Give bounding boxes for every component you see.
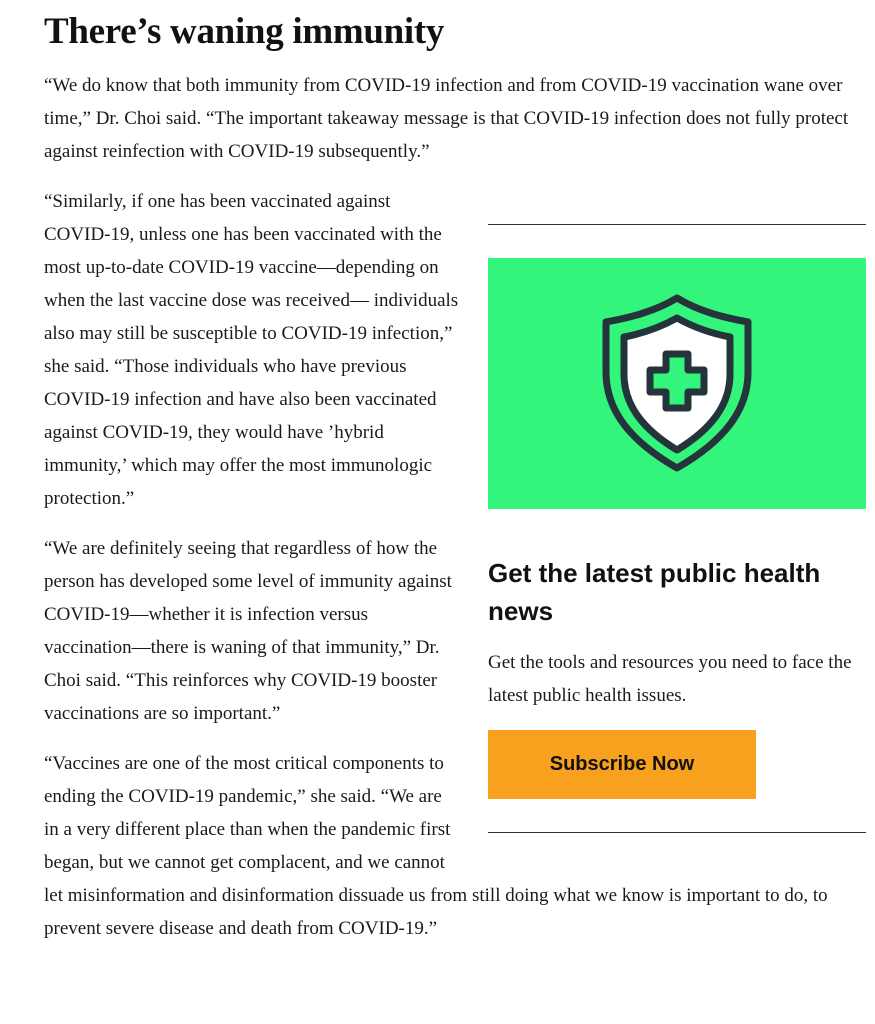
article [44,0,866,962]
promo-title: Get the latest public health news [488,558,821,626]
article-paragraph: “Vaccines are one of the most critical components to ending the COVID-19 pandemic,” she said. “We are in a very different place than when the pandemic first began, but we cannot get complacent, and we cannot let misinformation and disinformation dissuade us from still doing what we know is important to do, to prevent severe disease and death from COVID-19.” [44,753,828,939]
subscribe-button[interactable]: Subscribe Now [488,730,756,799]
shield-cross-icon [602,294,752,474]
section-heading: There’s waning immunity [44,11,445,52]
promo-description: Get the tools and resources you need to face the latest public health issues. [488,652,852,706]
article-paragraph: “We do know that both immunity from COVID-19 infection and from COVID-19 vaccination wane over time,” Dr. Choi said. “The important takeaway message is that COVID-19 infection does not fully protect against reinfection with COVID-19 subsequently.” [44,75,849,162]
newsletter-promo [488,224,866,833]
promo-image [488,258,866,509]
article-paragraph: “We are definitely seeing that regardless of how the person has developed some level of immunity against COVID-19—whether it is infection versus vaccination—there is waning of that immunity,” Dr. Choi said. “This reinforces why COVID-19 booster vaccinations are so important.” [44,538,452,724]
article-paragraph: “Similarly, if one has been vaccinated against COVID-19, unless one has been vaccinated with the most up-to-date COVID-19 vaccine—depending on when the last vaccine dose was received— individuals also may still be susceptible to COVID-19 infection,” she said. “Those individuals who have previous COVID-19 infection and have also been vaccinated against COVID-19, they would have ’hybrid immunity,’ which may offer the most immunologic protection.” [44,191,459,509]
